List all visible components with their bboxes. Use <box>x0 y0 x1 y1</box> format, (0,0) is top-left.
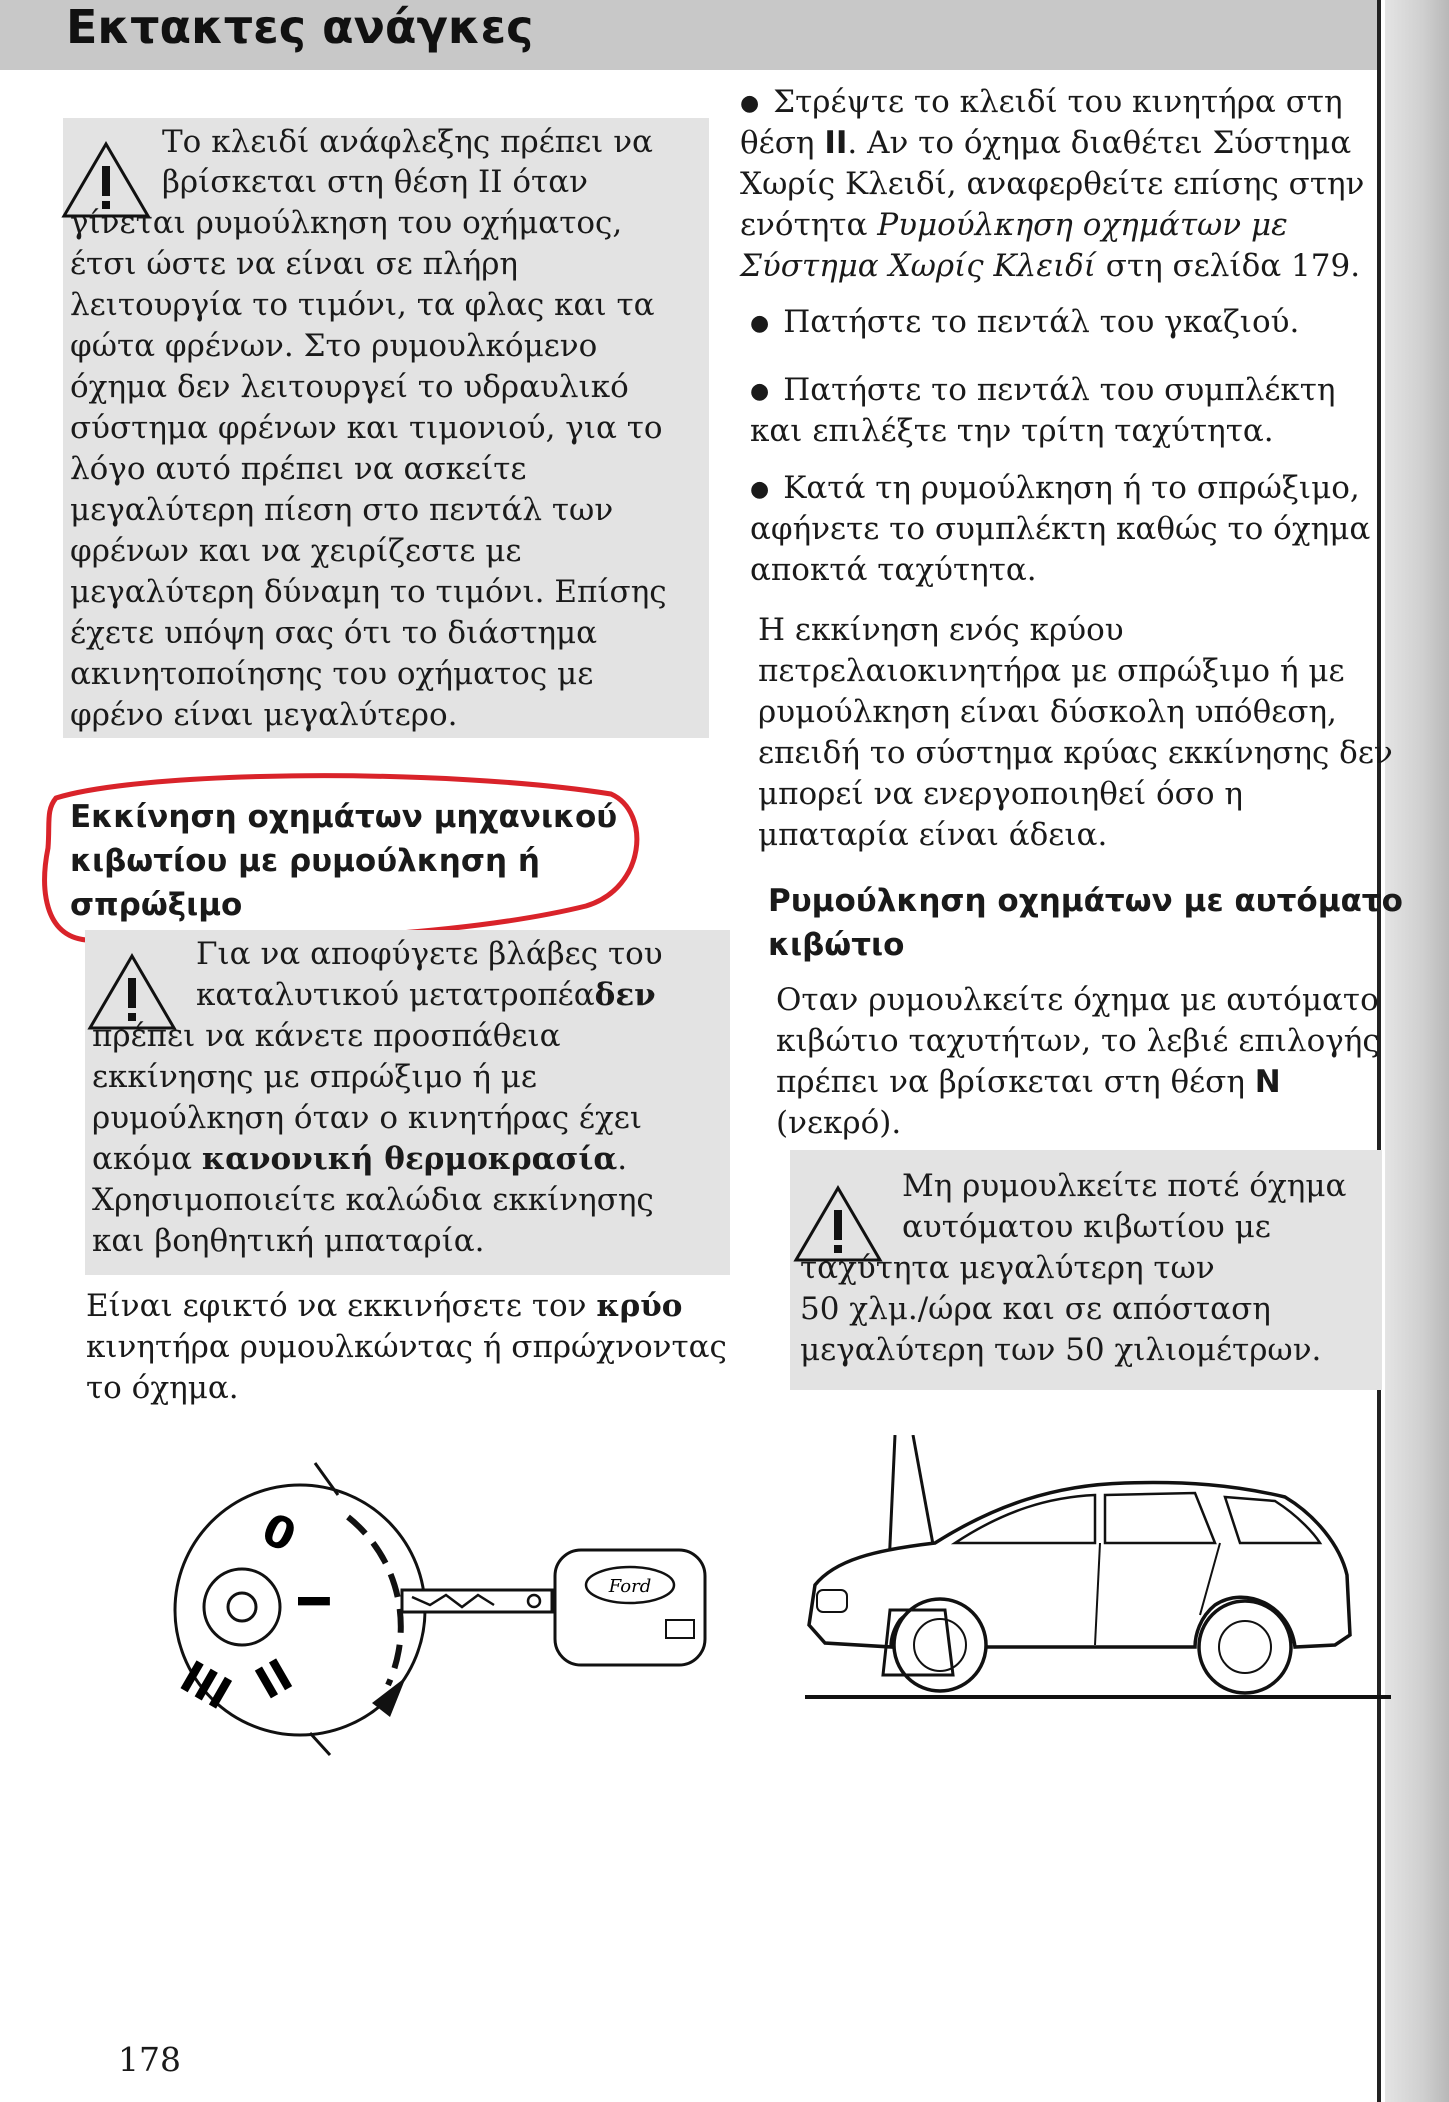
bold-span: δεν <box>594 977 656 1013</box>
text-line <box>740 123 1351 164</box>
heading-line: Ρυμούλκηση οχημάτων με αυτόματο <box>768 883 1403 919</box>
bullet-icon: ● <box>750 477 770 502</box>
text-line <box>92 1139 627 1180</box>
text-span: θέση <box>740 125 825 161</box>
text-line: κινητήρα ρυμουλκώντας ή σπρώχνοντας <box>86 1329 727 1365</box>
text-line: πρέπει να κάνετε προσπάθεια <box>92 1018 561 1054</box>
text-line: βρίσκεται στη θέση ΙΙ όταν <box>162 164 588 200</box>
text-line: Η εκκίνηση ενός κρύου <box>758 612 1124 648</box>
text-line: εκκίνησης με σπρώξιμο ή με <box>92 1059 537 1095</box>
text-line <box>750 468 1360 510</box>
text-line: όχημα δεν λειτουργεί το υδραυλικό <box>70 369 629 405</box>
bullet-icon: ● <box>750 311 770 336</box>
text-line: λειτουργία το τιμόνι, τα φλας και τα <box>70 287 655 323</box>
heading-line: κιβώτιο <box>768 927 905 963</box>
text-line: Για να αποφύγετε βλάβες του <box>196 936 663 972</box>
ford-logo-text: Ford <box>608 1576 652 1597</box>
text-line: πετρελαιοκινητήρα με σπρώξιμο ή με <box>758 653 1345 689</box>
key-blade <box>402 1590 552 1612</box>
text-line: κιβώτιο ταχυτήτων, το λεβιέ επιλογής <box>776 1023 1380 1059</box>
rotation-arrow-path <box>348 1517 401 1685</box>
text-line: Χωρίς Κλειδί, αναφερθείτε επίσης στην <box>740 166 1365 202</box>
heading-line: σπρώξιμο <box>70 887 243 923</box>
rear-wheel <box>1199 1601 1291 1693</box>
page-number: 178 <box>118 2040 181 2079</box>
text-span: πρέπει να βρίσκεται στη θέση <box>776 1064 1255 1100</box>
text-line: μπορεί να ενεργοποιηθεί όσο η <box>758 776 1243 812</box>
bullet-accelerator <box>750 302 1299 344</box>
text-line <box>740 246 1360 287</box>
text-line: Μη ρυμουλκείτε ποτέ όχημα <box>902 1168 1347 1204</box>
text-line: μεγαλύτερη πίεση στο πεντάλ των <box>70 492 614 528</box>
text-line: αποκτά ταχύτητα. <box>750 552 1037 588</box>
heading-line: κιβωτίου με ρυμούλκηση ή <box>70 843 540 879</box>
ignition-pos-3: III <box>171 1651 240 1721</box>
text-line: ρυμούλκηση είναι δύσκολη υπόθεση, <box>758 694 1337 730</box>
text-line <box>776 1062 1281 1103</box>
text-line: μεγαλύτερη των 50 χιλιομέτρων. <box>800 1332 1322 1368</box>
text-span: Κατά τη ρυμούλκηση ή το σπρώξιμο, <box>783 470 1360 506</box>
text-line: και επιλέξτε την τρίτη ταχύτητα. <box>750 413 1274 449</box>
text-span: Στρέψτε το κλειδί του κινητήρα στη <box>773 84 1343 120</box>
text-line <box>86 1286 682 1327</box>
text-line <box>750 370 1336 412</box>
text-line: μπαταρία είναι άδεια. <box>758 817 1108 853</box>
italic-span: Σύστημα Χωρίς Κλειδί <box>740 248 1096 284</box>
bold-span: N <box>1254 1064 1281 1100</box>
bold-span: κανονική θερμοκρασία <box>201 1141 618 1177</box>
text-span: ενότητα <box>740 207 878 243</box>
text-line: αφήνετε το συμπλέκτη καθώς το όχημα <box>750 511 1371 547</box>
text-line: αυτόματου κιβωτίου με <box>902 1209 1271 1245</box>
text-span: ακόμα <box>92 1141 202 1177</box>
text-line: λόγο αυτό πρέπει να ασκείτε <box>70 451 527 487</box>
text-line: (νεκρό). <box>776 1105 902 1141</box>
bullet-icon: ● <box>750 379 770 404</box>
text-line: φώτα φρένων. Στο ρυμουλκόμενο <box>70 328 598 364</box>
text-line: ρυμούλκηση όταν ο κινητήρας έχει <box>92 1100 642 1136</box>
text-span: Πατήστε το πεντάλ του γκαζιού. <box>783 304 1300 340</box>
text-line <box>740 205 1288 246</box>
text-span: στη σελίδα 179. <box>1095 248 1361 284</box>
text-line: το όχημα. <box>86 1370 239 1406</box>
tick-mark <box>310 1733 330 1755</box>
text-line: ακινητοποίησης του οχήματος με <box>70 656 594 692</box>
bold-span: κρύο <box>596 1288 683 1324</box>
text-span: Είναι εφικτό να εκκινήσετε τον <box>86 1288 597 1324</box>
text-line <box>740 82 1343 124</box>
text-span: . Αν το όχημα διαθέτει Σύστημα <box>847 125 1352 161</box>
text-line: φρένο είναι μεγαλύτερο. <box>70 697 458 733</box>
text-span: . <box>617 1141 628 1177</box>
ignition-pos-1: I <box>287 1593 338 1610</box>
page-edge-shadow <box>1385 0 1449 2102</box>
text-line: μεγαλύτερη δύναμη το τιμόνι. Επίσης <box>70 574 667 610</box>
text-line: και βοηθητική μπαταρία. <box>92 1223 485 1259</box>
page-title: Εκτακτες ανάγκες <box>66 0 534 54</box>
bold-span: ΙΙ <box>824 125 848 161</box>
text-line: 50 χλμ./ώρα και σε απόσταση <box>800 1291 1271 1327</box>
ignition-key-illustration <box>120 1455 720 1775</box>
text-line: Οταν ρυμουλκείτε όχημα με αυτόματο <box>776 982 1379 1018</box>
text-line: έτσι ώστε να είναι σε πλήρη <box>70 246 518 282</box>
text-line: επειδή το σύστημα κρύας εκκίνησης δεν <box>758 735 1393 771</box>
ignition-keyhole <box>228 1593 256 1621</box>
text-line: έχετε υπόψη σας ότι το διάστημα <box>70 615 598 651</box>
ignition-pos-2: II <box>247 1649 302 1710</box>
ignition-dial-inner <box>204 1569 280 1645</box>
text-line: ταχύτητα μεγαλύτερη των <box>800 1250 1215 1286</box>
text-line: Χρησιμοποιείτε καλώδια εκκίνησης <box>92 1182 654 1218</box>
text-span: καταλυτικού μετατροπέα <box>196 977 595 1013</box>
text-line: σύστημα φρένων και τιμονιού, για το <box>70 410 663 446</box>
heading-line: Εκκίνηση οχημάτων μηχανικού <box>70 799 618 835</box>
text-line: Το κλειδί ανάφλεξης πρέπει να <box>162 124 653 160</box>
text-line: γίνεται ρυμούλκηση του οχήματος, <box>70 205 623 241</box>
tick-mark <box>315 1463 338 1495</box>
front-wheel <box>894 1599 986 1691</box>
bullet-icon: ● <box>740 91 760 116</box>
text-line <box>196 975 656 1016</box>
text-line: φρένων και να χειρίζεστε με <box>70 533 522 569</box>
italic-span: Ρυμούλκηση οχημάτων με <box>877 207 1288 243</box>
ignition-pos-0: 0 <box>254 1503 304 1563</box>
text-span: Πατήστε το πεντάλ του συμπλέκτη <box>783 372 1336 408</box>
car-towing-illustration <box>795 1435 1395 1725</box>
